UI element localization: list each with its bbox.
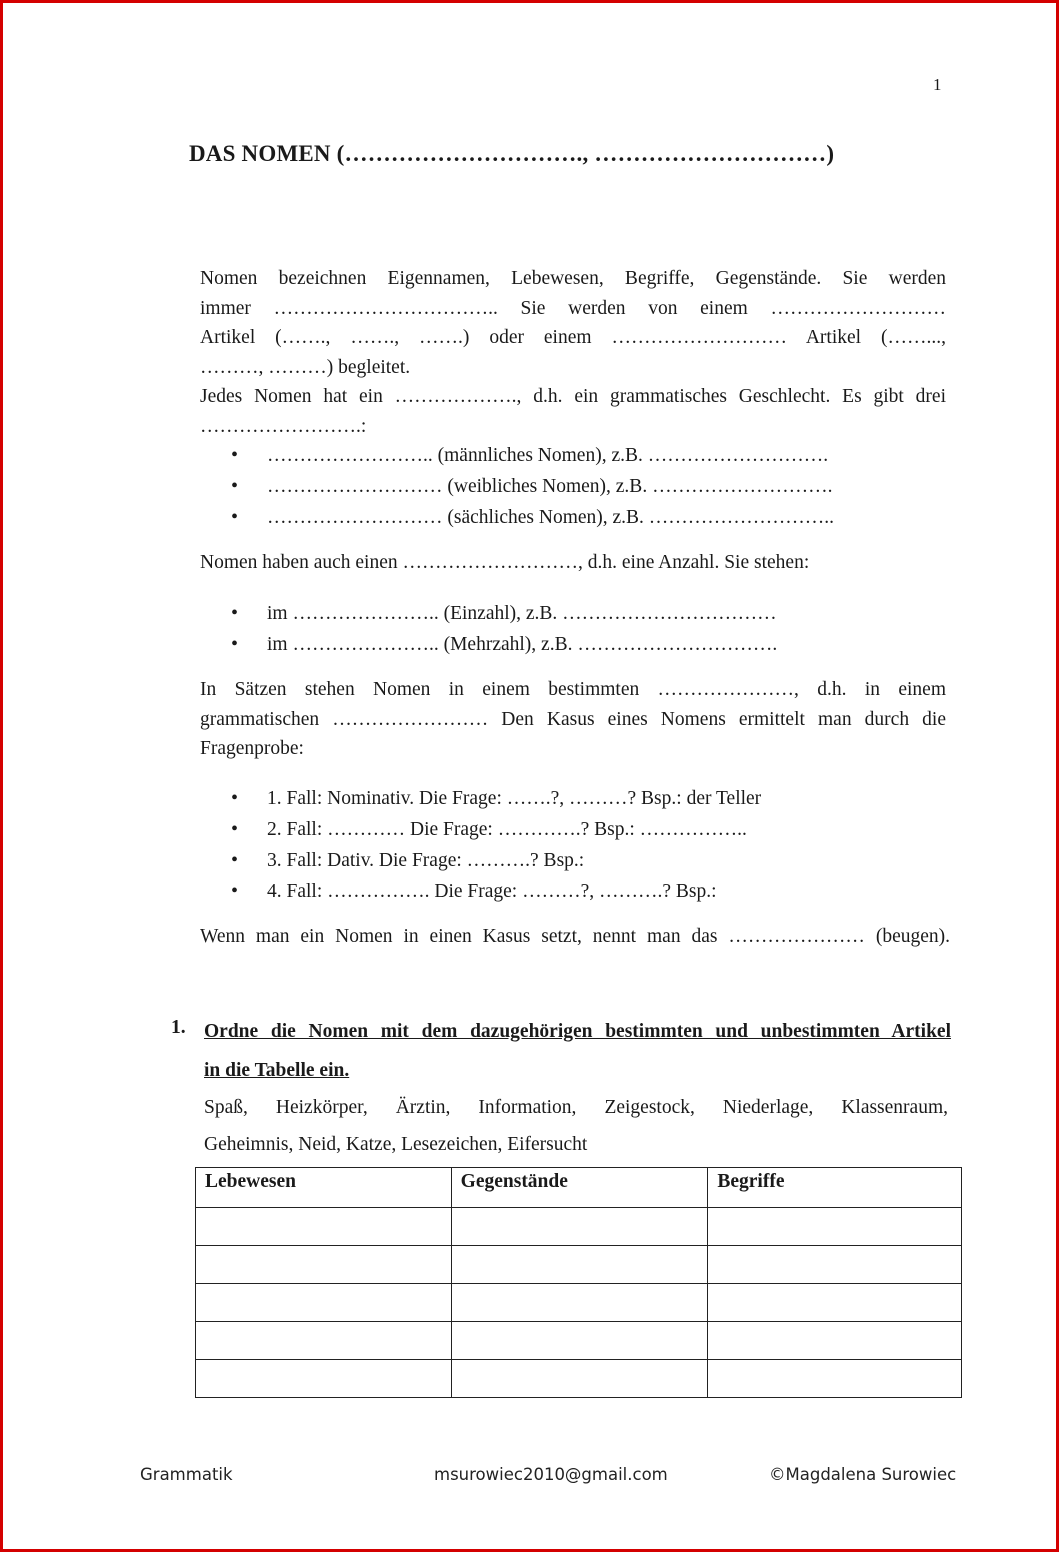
list-item: • im ………………….. (Mehrzahl), z.B. ………………………….: [231, 629, 777, 660]
task-number: 1.: [171, 1017, 186, 1038]
kasus-list: [231, 783, 761, 907]
table-cell[interactable]: [196, 1284, 452, 1322]
table-cell[interactable]: [451, 1208, 708, 1246]
list-item: • ……………………… (weibliches Nomen), z.B. ……………………….: [231, 471, 834, 502]
list-item: • 1. Fall: Nominativ. Die Frage: …….?, ………? Bsp.: der Teller: [231, 783, 761, 814]
task-instruction-line: in die Tabelle ein.: [204, 1060, 350, 1081]
column-header-begriffe: Begriffe: [708, 1168, 962, 1208]
list-item: • 4. Fall: ……………. Die Frage: ………?, ……….? Bsp.:: [231, 876, 761, 907]
table-row: [196, 1322, 962, 1360]
footer-copyright: ©Magdalena Surowiec: [769, 1465, 957, 1484]
table-cell[interactable]: [196, 1360, 452, 1398]
list-item: • im ………………….. (Einzahl), z.B. ……………………………: [231, 598, 777, 629]
word-list-line: Spaß, Heizkörper, Ärztin, Information, Zeigestock, Niederlage, Klassenraum,: [204, 1097, 948, 1118]
deklination-text: Wenn man ein Nomen in einen Kasus setzt, nennt man das ………………… (beugen).: [200, 926, 950, 947]
table-row: [196, 1284, 962, 1322]
kasus-paragraph: [200, 675, 946, 764]
intro-paragraph: [200, 264, 946, 441]
footer-email: msurowiec2010@gmail.com: [434, 1465, 668, 1484]
page-title: DAS NOMEN (…………………………., …………………………): [189, 141, 835, 166]
footer-left: Grammatik: [140, 1465, 233, 1484]
table-cell[interactable]: [708, 1208, 962, 1246]
sorting-table: [195, 1167, 962, 1398]
table-cell[interactable]: [708, 1284, 962, 1322]
table-cell[interactable]: [196, 1322, 452, 1360]
deklination-paragraph: [200, 922, 950, 952]
table-cell[interactable]: [196, 1208, 452, 1246]
table-cell[interactable]: [451, 1322, 708, 1360]
table-row: [196, 1360, 962, 1398]
numerus-list: [231, 598, 777, 660]
page-number: 1: [933, 75, 942, 94]
list-item: • …………………….. (männliches Nomen), z.B. ……………………….: [231, 440, 834, 471]
numerus-paragraph: [200, 548, 946, 578]
numerus-text: Nomen haben auch einen ………………………, d.h. eine Anzahl. Sie stehen:: [200, 552, 810, 573]
genus-list: [231, 440, 834, 533]
table-row: [196, 1208, 962, 1246]
table-cell[interactable]: [196, 1246, 452, 1284]
table-header-row: [196, 1168, 962, 1208]
column-header-gegenstaende: Gegenstände: [451, 1168, 708, 1208]
table-cell[interactable]: [708, 1246, 962, 1284]
intro-line: Nomen bezeichnen Eigennamen, Lebewesen, Begriffe, Gegenstände. Sie werden: [200, 268, 946, 289]
intro-line: …………………….:: [200, 415, 367, 437]
table-cell[interactable]: [451, 1284, 708, 1322]
table-cell[interactable]: [451, 1246, 708, 1284]
table-cell[interactable]: [451, 1360, 708, 1398]
word-list: [204, 1089, 948, 1163]
column-header-lebewesen: Lebewesen: [196, 1168, 452, 1208]
kasus-line: grammatischen …………………… Den Kasus eines Nomens ermittelt man durch die: [200, 708, 946, 730]
intro-line: immer …………………………….. Sie werden von einem ………………………: [200, 297, 946, 319]
list-item: • 3. Fall: Dativ. Die Frage: ……….? Bsp.:: [231, 845, 761, 876]
list-item: • 2. Fall: ………… Die Frage: ………….? Bsp.: ……………..: [231, 814, 761, 845]
intro-line: Jedes Nomen hat ein ………………., d.h. ein grammatisches Geschlecht. Es gibt drei: [200, 386, 946, 407]
task-instruction-line: Ordne die Nomen mit dem dazugehörigen bestimmten und unbestimmten Artikel: [204, 1021, 951, 1042]
table-cell[interactable]: [708, 1322, 962, 1360]
kasus-line: Fragenprobe:: [200, 738, 304, 759]
kasus-line: In Sätzen stehen Nomen in einem bestimmten …………………, d.h. in einem: [200, 679, 946, 700]
table-cell[interactable]: [708, 1360, 962, 1398]
word-list-line: Geheimnis, Neid, Katze, Lesezeichen, Eifersucht: [204, 1134, 588, 1155]
list-item: • ……………………… (sächliches Nomen), z.B. ………………………..: [231, 502, 834, 533]
intro-line: Artikel (……., ……., …….) oder einem ……………………… Artikel (……...,: [200, 327, 946, 348]
table-row: [196, 1246, 962, 1284]
intro-line: ………, ………) begleitet.: [200, 356, 411, 378]
